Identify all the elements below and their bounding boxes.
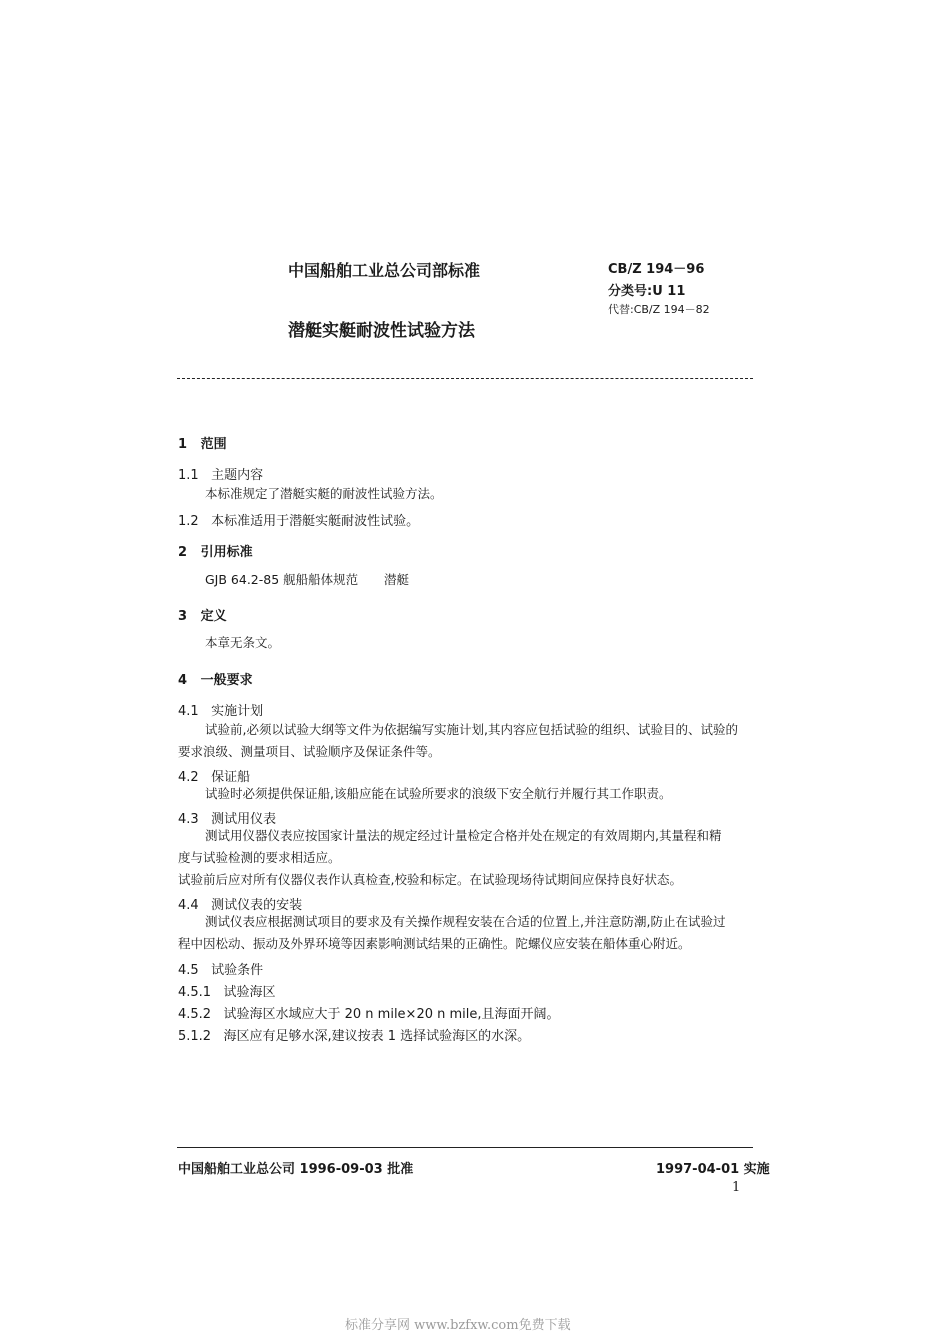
section-title: 试验条件 [211,963,264,978]
section-number: 4.4 [178,898,199,913]
document-title: 潜艇实艇耐波性试验方法 [288,321,475,341]
section-title: 试验海区 [223,985,276,1000]
effective-date: 1997-04-01 实施 [656,1162,770,1177]
header-divider [177,378,753,379]
org-standard-title: 中国船舶工业总公司部标准 [288,261,481,280]
section-4-4-line-2: 程中因松动、振动及外界环境等因素影响测试结果的正确性。陀螺仪应安装在船体重心附近。 [178,936,691,951]
standard-number: CB/Z 194－96 [608,262,705,277]
page-number: 1 [732,1180,741,1195]
section-number: 5.1.2 [178,1029,212,1044]
section-4-2-heading [178,766,250,785]
section-title: 测试用仪表 [211,812,277,827]
section-title: 试验海区水域应大于 20 n mile×20 n mile,且海面开阔。 [223,1007,560,1022]
section-title: 范围 [200,437,227,452]
approval-note: 中国船舶工业总公司 1996-09-03 批准 [178,1162,414,1177]
section-number: 4.3 [178,812,199,827]
section-number: 2 [178,545,188,560]
section-4-1-heading [178,700,263,719]
section-4-1-line-1: 试验前,必须以试验大纲等文件为依据编写实施计划,其内容应包括试验的组织、试验目的、试验的 [205,722,738,737]
replaces-standard: 代替:CB/Z 194－82 [608,303,710,316]
reference-standard-part: 潜艇 [384,572,410,587]
section-number: 4.5 [178,963,199,978]
section-4-5-1-heading [178,981,276,1000]
section-1-heading [178,433,227,452]
section-number: 1.2 [178,514,199,529]
section-number: 1.1 [178,468,199,483]
section-4-heading [178,669,253,688]
section-title: 本标准适用于潜艇实艇耐波性试验。 [211,514,420,529]
section-title: 海区应有足够水深,建议按表 1 选择试验海区的水深。 [223,1029,531,1044]
section-title: 实施计划 [211,704,264,719]
section-1-1-text: 本标准规定了潜艇实艇的耐波性试验方法。 [205,486,443,501]
section-4-4-heading [178,894,302,913]
section-4-1-line-2: 要求浪级、测量项目、试验顺序及保证条件等。 [178,744,441,759]
section-3-heading [178,605,227,624]
section-4-3-line-1: 测试用仪器仪表应按国家计量法的规定经过计量检定合格并处在规定的有效周期内,其量程和精 [205,828,722,843]
section-title: 主题内容 [211,468,264,483]
section-4-5-2-heading [178,1003,560,1022]
section-4-5-heading [178,959,263,978]
section-number: 4.1 [178,704,199,719]
section-4-4-line-1: 测试仪表应根据测试项目的要求及有关操作规程安装在合适的位置上,并注意防潮,防止在试验过 [205,914,726,929]
section-number: 3 [178,609,188,624]
section-title: 定义 [200,609,227,624]
section-4-3-heading [178,808,276,827]
section-title: 保证船 [211,770,251,785]
section-title: 引用标准 [200,545,253,560]
section-1-2-heading [178,510,419,529]
section-number: 4.5.2 [178,1007,212,1022]
section-number: 1 [178,437,188,452]
section-title: 测试仪表的安装 [211,898,303,913]
classification-number: 分类号:U 11 [608,284,686,299]
section-4-2-line-1: 试验时必须提供保证船,该船应能在试验所要求的浪级下安全航行并履行其工作职责。 [205,786,672,801]
section-4-3-line-2: 度与试验检测的要求相适应。 [178,850,341,865]
section-3-text: 本章无条文。 [205,635,281,650]
footer-divider [177,1147,753,1148]
section-5-1-2-heading [178,1025,530,1044]
section-1-1-heading [178,464,263,483]
section-number: 4.2 [178,770,199,785]
section-4-3-line-3: 试验前后应对所有仪器仪表作认真检查,校验和标定。在试验现场待试期间应保持良好状态。 [178,872,682,887]
watermark-text: 标准分享网 www.bzfxw.com免费下载 [345,1318,571,1333]
section-number: 4.5.1 [178,985,212,1000]
section-number: 4 [178,673,188,688]
section-title: 一般要求 [200,673,253,688]
reference-standard-code: GJB 64.2-85 舰船船体规范 [205,572,359,587]
section-2-heading [178,541,253,560]
